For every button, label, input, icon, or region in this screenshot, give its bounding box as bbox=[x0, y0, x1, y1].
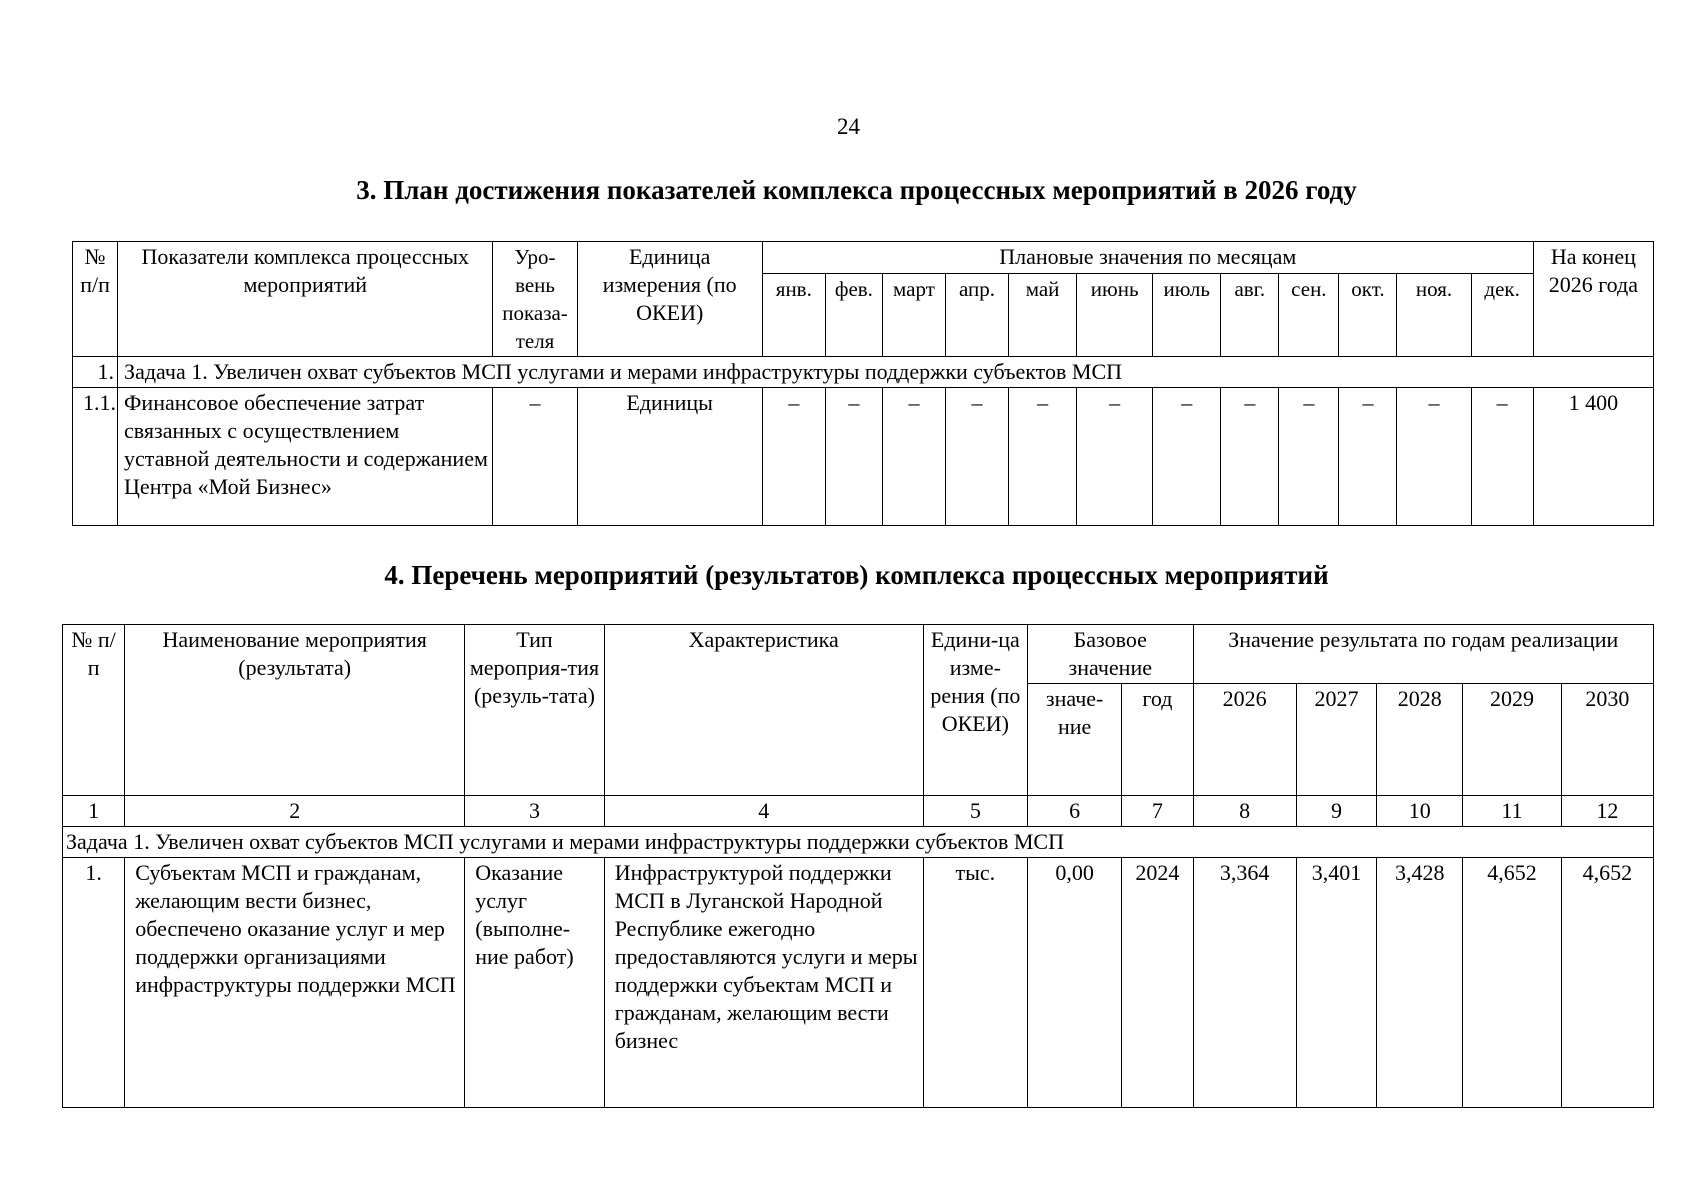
section-4-title: 4. Перечень мероприятий (результатов) комплекса процессных мероприятий bbox=[384, 560, 1329, 590]
col-header-base-year: год bbox=[1122, 684, 1193, 796]
month-value: – bbox=[1077, 388, 1153, 526]
year-header: 2026 bbox=[1193, 684, 1296, 796]
month-value: – bbox=[825, 388, 882, 526]
col-header-level: Уро-вень показа-теля bbox=[493, 242, 577, 357]
year-header: 2027 bbox=[1296, 684, 1376, 796]
month-header: сен. bbox=[1279, 273, 1339, 356]
month-header: март bbox=[882, 273, 945, 356]
col-header-indicators: Показатели комплекса процессных мероприятий bbox=[118, 242, 493, 357]
column-number: 8 bbox=[1193, 796, 1296, 827]
activity-name: Субъектам МСП и гражданам, желающим вести бизнес, обеспечено оказание услуг и мер поддержки организациями инфраструктуры поддержки МСП bbox=[125, 858, 465, 1108]
year-value: 4,652 bbox=[1463, 858, 1561, 1108]
col-header-end-of-year: На конец 2026 года bbox=[1533, 242, 1653, 357]
indicators-plan-table bbox=[72, 241, 1654, 526]
activity-type: Оказание услуг (выполне-ние работ) bbox=[465, 858, 604, 1108]
column-number: 9 bbox=[1296, 796, 1376, 827]
month-header: ноя. bbox=[1397, 273, 1471, 356]
year-header: 2028 bbox=[1377, 684, 1463, 796]
column-number: 7 bbox=[1122, 796, 1193, 827]
task-text: Задача 1. Увеличен охват субъектов МСП услугами и мерами инфраструктуры поддержки субъектов МСП bbox=[118, 357, 1654, 388]
column-number: 6 bbox=[1028, 796, 1122, 827]
column-number: 12 bbox=[1561, 796, 1653, 827]
month-value: – bbox=[945, 388, 1008, 526]
month-header: июль bbox=[1153, 273, 1221, 356]
task-row bbox=[73, 357, 1654, 388]
indicator-level: – bbox=[493, 388, 577, 526]
month-header: окт. bbox=[1339, 273, 1397, 356]
col-header-unit: Единица измерения (по ОКЕИ) bbox=[577, 242, 762, 357]
column-number: 4 bbox=[604, 796, 923, 827]
activity-unit: тыс. bbox=[923, 858, 1027, 1108]
year-value: 3,428 bbox=[1377, 858, 1463, 1108]
column-number: 5 bbox=[923, 796, 1027, 827]
column-number: 2 bbox=[125, 796, 465, 827]
month-header: дек. bbox=[1471, 273, 1533, 356]
base-value: 0,00 bbox=[1028, 858, 1122, 1108]
col-header-num: № п/п bbox=[73, 242, 118, 357]
col-header-name: Наименование мероприятия (результата) bbox=[125, 625, 465, 796]
month-value: – bbox=[1153, 388, 1221, 526]
column-number: 11 bbox=[1463, 796, 1561, 827]
col-header-unit: Едини-ца изме-рения (по ОКЕИ) bbox=[923, 625, 1027, 796]
activities-table bbox=[62, 624, 1654, 1108]
month-value: – bbox=[1397, 388, 1471, 526]
col-header-planned-by-month: Плановые значения по месяцам bbox=[762, 242, 1533, 274]
task-row bbox=[63, 827, 1654, 858]
col-header-type: Тип мероприя-тия (резуль-тата) bbox=[465, 625, 604, 796]
month-value: – bbox=[1339, 388, 1397, 526]
month-value: – bbox=[1009, 388, 1077, 526]
year-header: 2029 bbox=[1463, 684, 1561, 796]
month-header: фев. bbox=[825, 273, 882, 356]
col-header-characteristic: Характеристика bbox=[604, 625, 923, 796]
row-number: 1.1. bbox=[73, 388, 118, 526]
column-numbers-row bbox=[63, 796, 1654, 827]
task-number: 1. bbox=[73, 357, 118, 388]
year-value: 3,401 bbox=[1296, 858, 1376, 1108]
month-header: июнь bbox=[1077, 273, 1153, 356]
page-number: 24 bbox=[837, 114, 860, 139]
table-row bbox=[73, 388, 1654, 526]
month-header: янв. bbox=[762, 273, 825, 356]
table-row bbox=[63, 858, 1654, 1108]
column-number: 10 bbox=[1377, 796, 1463, 827]
month-header: май bbox=[1009, 273, 1077, 356]
month-value: – bbox=[1221, 388, 1279, 526]
col-header-num: № п/п bbox=[63, 625, 125, 796]
col-header-base-value: значе-ние bbox=[1028, 684, 1122, 796]
month-value: – bbox=[1471, 388, 1533, 526]
indicator-unit: Единицы bbox=[577, 388, 762, 526]
year-value: 4,652 bbox=[1561, 858, 1653, 1108]
year-header: 2030 bbox=[1561, 684, 1653, 796]
column-number: 3 bbox=[465, 796, 604, 827]
section-3-title: 3. План достижения показателей комплекса процессных мероприятий в 2026 году bbox=[356, 175, 1357, 205]
month-value: – bbox=[882, 388, 945, 526]
month-header: авг. bbox=[1221, 273, 1279, 356]
column-number: 1 bbox=[63, 796, 125, 827]
month-value: – bbox=[762, 388, 825, 526]
month-header: апр. bbox=[945, 273, 1008, 356]
month-value: – bbox=[1279, 388, 1339, 526]
row-number: 1. bbox=[63, 858, 125, 1108]
col-header-result-by-years: Значение результата по годам реализации bbox=[1193, 625, 1654, 684]
col-header-base: Базовое значение bbox=[1028, 625, 1194, 684]
base-year: 2024 bbox=[1122, 858, 1193, 1108]
year-value: 3,364 bbox=[1193, 858, 1296, 1108]
indicator-name: Финансовое обеспечение затрат связанных с осуществлением уставной деятельности и содержанием Центра «Мой Бизнес» bbox=[118, 388, 493, 526]
end-of-year-value: 1 400 bbox=[1533, 388, 1653, 526]
activity-characteristic: Инфраструктурой поддержки МСП в Луганской Народной Республике ежегодно предоставляются услуги и меры поддержки субъектам МСП и гражданам, желающим вести бизнес bbox=[604, 858, 923, 1108]
task-text: Задача 1. Увеличен охват субъектов МСП услугами и мерами инфраструктуры поддержки субъектов МСП bbox=[63, 827, 1654, 858]
